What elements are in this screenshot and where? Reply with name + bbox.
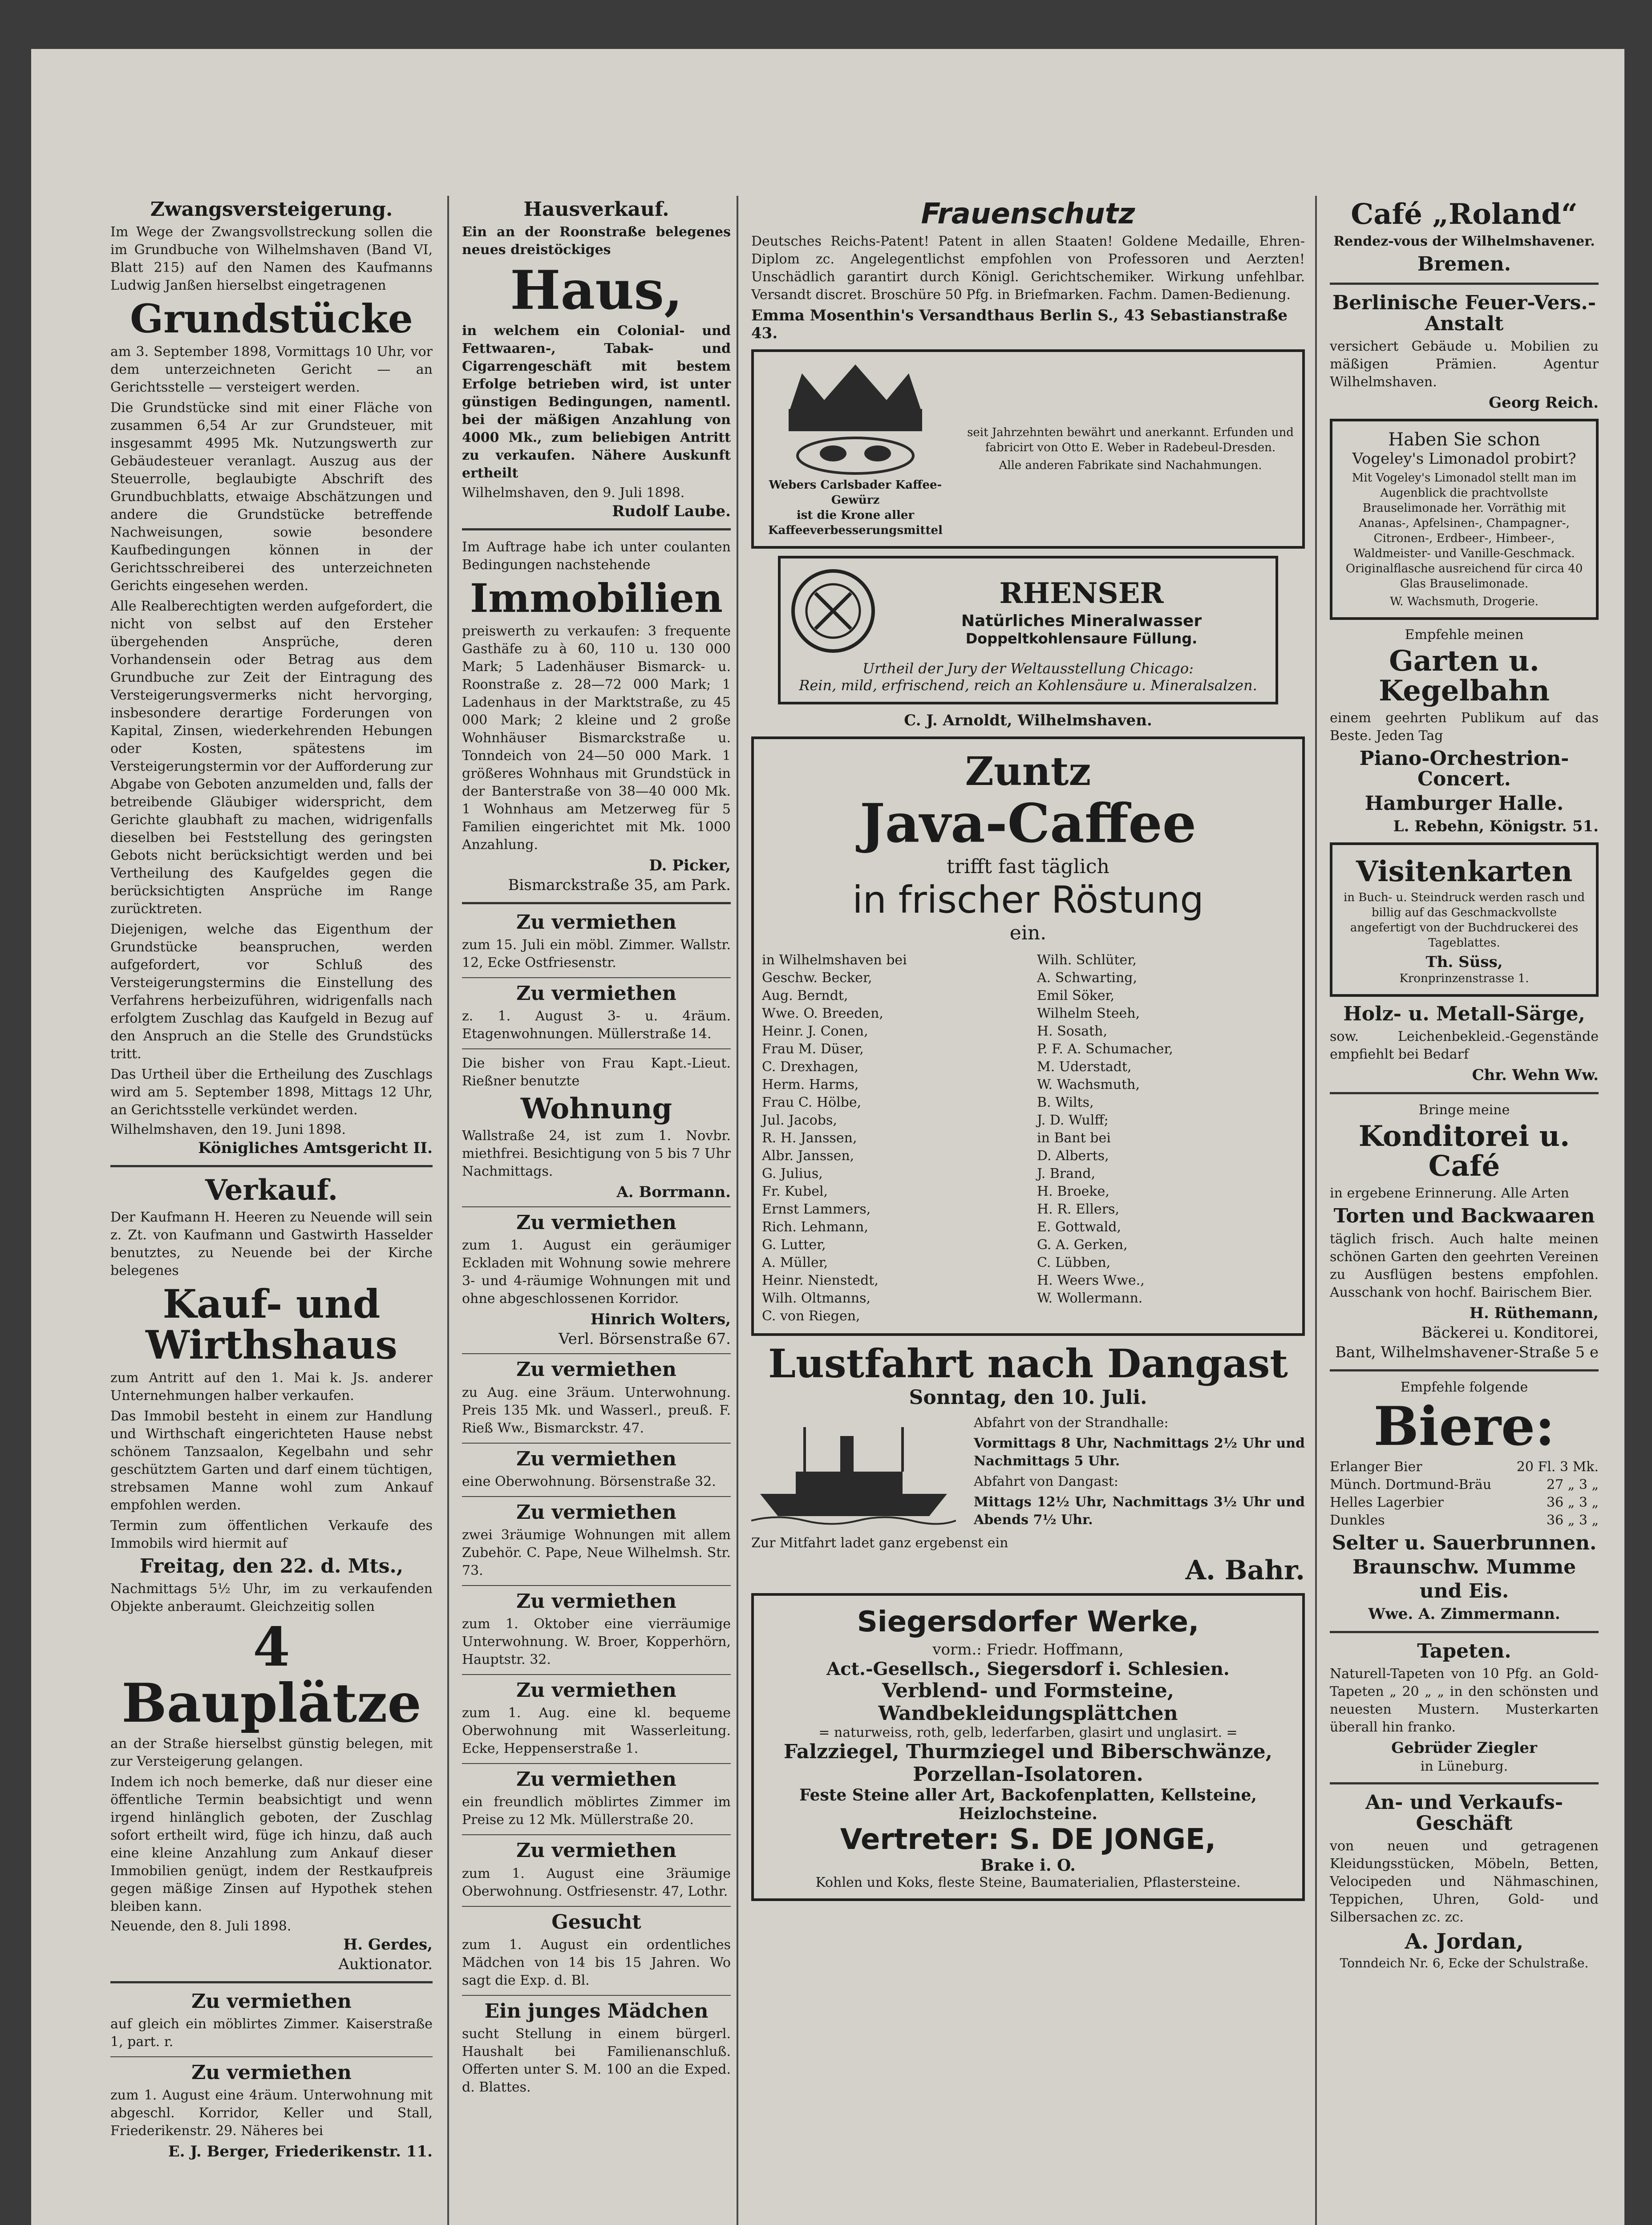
ad-heading: Hausverkauf. <box>523 198 669 221</box>
ad-text: Kohlen und Koks, fleste Steine, Baumaterialien, Pflastersteine. <box>815 1875 1241 1891</box>
ad-text: seit Jahrzehnten bewährt und anerkannt. Erfunden und fabricirt von Otto E. Weber in Radebeul-Dresden. <box>967 426 1294 455</box>
ad-text: Das Immobil besteht in einem zur Handlung und Wirthschaft eingerichteten Hause nebst schönem Tanzsaalon, Kegelbahn und sehr geschütztem Garten und darf einem tüchtigen, strebsamen Manne wohl zum Ankauf empfohlen werden. <box>110 1408 433 1513</box>
beer-price-table <box>1330 1458 1599 1529</box>
ad-caption: ist die Krone aller Kaffeeverbesserungsmittel <box>768 509 943 538</box>
ad-headline: Wohnung <box>520 1092 672 1125</box>
ad-text: zum Antritt auf den 1. Mai k. Js. anderer Unternehmungen halber verkaufen. <box>110 1370 433 1404</box>
beer-price: 36 „ 3 „ <box>1547 1512 1599 1528</box>
ad-text: Indem ich noch bemerke, daß nur dieser eine öffentliche Termin beabsichtigt und wenn irgend hinlänglich geboten, der Zuschlag sofort ertheilt wird, füge ich hinzu, daß auch eine kleine Anzahlung zum Ankauf dieser Immobilien genügt, indem der Restkaufpreis gegen mäßige Zinsen auf Hypothek stehen bleiben kann. <box>110 1774 433 1914</box>
ad-text: zum 1. August eine 4räum. Unterwohnung mit abgeschl. Korridor, Keller und Stall, Friederikenstr. 29. Näheres bei <box>110 2087 433 2139</box>
ad-subline: Doppeltkohlensaure Füllung. <box>965 630 1198 647</box>
ad-signature-title: Auktionator. <box>338 1955 433 1973</box>
steamship-icon <box>751 1418 956 1525</box>
ad-text: Das Urtheil über die Ertheilung des Zuschlags wird am 5. September 1898, Mittags 12 Uhr, an Gerichtsstelle verkündet werden. <box>110 1066 433 1118</box>
ad-text: auf gleich ein möblirtes Zimmer. Kaiserstraße 1, part. r. <box>110 2016 433 2050</box>
divider <box>1330 283 1599 285</box>
dealer-entry: G. A. Gerken, <box>1037 1237 1128 1253</box>
divider <box>1330 1369 1599 1371</box>
ad-line: Selter u. Sauerbrunnen. <box>1332 1531 1597 1554</box>
ad-text: Naturell-Tapeten von 10 Pfg. an Gold-Tapeten „ 20 „ „ in den schönsten und neuesten Mustern. Musterkarten überall hin franko. <box>1330 1666 1599 1736</box>
ad-subline: Natürliches Mineralwasser <box>961 612 1202 631</box>
ad-text: ein freundlich möblirtes Zimmer im Preise zu 12 Mk. Müllerstraße 20. <box>462 1794 731 1828</box>
ad-heading: Zu vermiethen <box>516 1447 676 1470</box>
divider <box>462 977 731 978</box>
dealer-entry: A. Müller, <box>762 1254 828 1270</box>
ad-address: Bant, Wilhelmshavener-Straße 5 e <box>1335 1343 1599 1361</box>
ad-place: Hamburger Halle. <box>1365 792 1564 815</box>
rhenser-ad <box>778 556 1278 704</box>
ad-date: Wilhelmshaven, den 19. Juni 1898. <box>110 1121 346 1137</box>
ad-text: zwei 3räumige Wohnungen mit allem Zubehör. C. Pape, Neue Wilhelmsh. Str. 73. <box>462 1527 731 1578</box>
ad-text: zum 1. August eine 3räumige Oberwohnung. Ostfriesenstr. 47, Lothr. <box>462 1865 731 1899</box>
ad-representative-city: Brake i. O. <box>980 1856 1076 1875</box>
ad-text: in welchem ein Colonial- und Fettwaaren-, Tabak- und Cigarrengeschäft mit bestem Erfolge betrieben wird, ist unter günstigen Bedingungen, namentl. bei der mäßigen Anzahlung von 4000 Mk., zum beliebigen Antritt zu verkaufen. Nähere Auskunft ertheilt <box>462 323 731 481</box>
dealer-entry: Heinr. J. Conen, <box>762 1023 868 1039</box>
ad-heading: Garten u. Kegelbahn <box>1379 644 1550 708</box>
dealer-entry: Wilh. Schlüter, <box>1037 952 1137 968</box>
ad-text: Verblend- und Formsteine, Wandbekleidungsplättchen <box>878 1679 1178 1725</box>
ad-signature: Königliches Amtsgericht II. <box>198 1139 433 1157</box>
ad-signature: Chr. Wehn Ww. <box>1472 1066 1599 1084</box>
ad-heading: Zu vermiethen <box>516 910 676 934</box>
ad-text: Der Kaufmann H. Heeren zu Neuende will sein z. Zt. von Kaufmann und Gastwirth Hasselder benutztes, zu Neuende bei der Kirche belegenes <box>110 1209 433 1278</box>
beer-row <box>1330 1458 1599 1476</box>
beer-row <box>1330 1494 1599 1512</box>
ad-text: Termin zum öffentlichen Verkaufe des Immobils wird hiermit auf <box>110 1517 433 1551</box>
dealer-entry: E. Gottwald, <box>1037 1219 1122 1235</box>
ad-signature: Wwe. A. Zimmermann. <box>1368 1605 1560 1623</box>
beer-row <box>1330 1512 1599 1529</box>
dealer-entry: Ernst Lammers, <box>762 1201 871 1217</box>
ad-subline: in frischer Röstung <box>852 878 1204 922</box>
ad-headline: Kauf- und Wirthshaus <box>146 1280 397 1368</box>
column-4 <box>1322 196 1607 1970</box>
ad-headline: Biere: <box>1373 1395 1555 1458</box>
column-rule <box>447 196 449 2225</box>
ad-text: Ein an der Roonstraße belegenes neues dreistöckiges <box>462 224 731 258</box>
ad-date: Wilhelmshaven, den 9. Juli 1898. <box>462 485 685 501</box>
ad-signature: D. Picker, <box>649 856 731 874</box>
ad-headline: Piano-Orchestrion-Concert. <box>1359 747 1569 791</box>
divider <box>462 1353 731 1354</box>
dealer-entry: Frau C. Hölbe, <box>762 1094 862 1110</box>
dealer-entry: H. Broeke, <box>1037 1183 1109 1199</box>
ad-pretext: Empfehle meinen <box>1405 627 1524 643</box>
divider <box>1330 1092 1599 1094</box>
ad-text: Feste Steine aller Art, Backofenplatten, Kellsteine, Heizlochsteine. <box>799 1786 1257 1824</box>
ad-text: Rein, mild, erfrischend, reich an Kohlensäure u. Mineralsalzen. <box>799 677 1257 694</box>
ad-heading: Zu vermiethen <box>516 982 676 1005</box>
ad-text: täglich frisch. Auch halte meinen schönen Garten den geehrten Vereinen zu Ausflügen bestens empfohlen. Ausschank von hochf. Bairischem Bier. <box>1330 1231 1599 1300</box>
ad-text: Zur Mitfahrt ladet ganz ergebenst ein <box>751 1535 1008 1551</box>
ad-times: Vormittags 8 Uhr, Nachmittags 2½ Uhr und Nachmittags 5 Uhr. <box>974 1436 1305 1469</box>
ad-signature: C. J. Arnoldt, Wilhelmshaven. <box>904 712 1152 730</box>
ad-text: in ergebene Erinnerung. Alle Arten <box>1330 1185 1569 1202</box>
ad-text: Im Auftrage habe ich unter coulanten Bedingungen nachstehende <box>462 539 731 573</box>
ad-representative: Vertreter: S. DE JONGE, <box>840 1823 1216 1857</box>
ad-heading: Konditorei u. Café <box>1358 1120 1570 1183</box>
ad-heading: Gesucht <box>551 1910 641 1934</box>
ad-signature: W. Wachsmuth, Drogerie. <box>1390 595 1539 608</box>
divider <box>1330 1782 1599 1784</box>
ad-heading: Tapeten. <box>1417 1640 1511 1663</box>
ad-text: Die bisher von Frau Kapt.-Lieut. Rießner benutzte <box>462 1055 731 1089</box>
ad-text: Alle Realberechtigten werden aufgefordert, die nicht von selbst auf den Ersteher übergehenden Ansprüche, deren Vorhandensein oder Betrag aus dem Grundbuche zur Zeit der Eintragung des Versteigerungsvermerks nicht hervorging, insbesondere derartige Forderungen von Kapital, Zinsen, wiederkehrenden Hebungen oder Kosten, spätestens im Versteigerungstermin vor der Aufforderung zur Abgabe von Geboten anzumelden und, falls der betreibende Gläubiger widerspricht, dem Gerichte glaubhaft zu machen, widrigenfalls dieselben bei Feststellung des geringsten Gebots nicht berücksichtigt werden und bei Vertheilung des Kaufgeldes gegen die berücksichtigten Ansprüche im Range zurücktreten. <box>110 598 433 917</box>
dealer-entry: D. Alberts, <box>1037 1148 1109 1164</box>
kaffee-gewuerz-ad <box>751 349 1305 549</box>
ad-signature: Georg Reich. <box>1489 393 1599 412</box>
ad-address: Tonndeich Nr. 6, Ecke der Schulstraße. <box>1340 1955 1589 1970</box>
divider <box>462 1048 731 1049</box>
ad-pretext: Empfehle folgende <box>1400 1379 1528 1395</box>
divider <box>462 1585 731 1586</box>
ad-headline: Grundstücke <box>130 295 413 342</box>
ad-heading: Café „Roland“ <box>1351 198 1578 231</box>
dealer-entry: G. Lutter, <box>762 1237 826 1253</box>
dealer-column-left <box>762 951 1019 1325</box>
dealer-list <box>762 951 1294 1325</box>
ad-signature: Hinrich Wolters, <box>590 1311 731 1329</box>
ad-address: Kronprinzenstrasse 1. <box>1399 971 1529 985</box>
ad-signature: Th. Süss, <box>1425 953 1503 971</box>
ad-text: Deutsches Reichs-Patent! Patent in allen Staaten! Goldene Medaille, Ehren-Diplom zc. Angelegentlichst empfohlen von Professoren und Aerzten! Unschädlich garantirt durch Königl. Gerichtschemiker. Wirkung unfehlbar. Versandt discret. Broschüre 50 Pfg. in Briefmarken. Fachm. Damen-Bedienung. <box>751 234 1305 303</box>
divider <box>462 1206 731 1207</box>
divider <box>110 2056 433 2057</box>
ad-heading: An- und Verkaufs-Geschäft <box>1365 1791 1563 1835</box>
divider <box>462 1674 731 1675</box>
ad-heading: Frauenschutz <box>921 198 1135 231</box>
ad-text: zum 1. Oktober eine vierräumige Unterwohnung. W. Broer, Kopperhörn, Hauptstr. 32. <box>462 1616 731 1668</box>
ad-subline: Act.-Gesellsch., Siegersdorf i. Schlesien. <box>826 1659 1230 1680</box>
divider <box>462 902 731 904</box>
ad-line: Braunschw. Mumme <box>1352 1555 1576 1578</box>
divider <box>462 1763 731 1764</box>
ad-text: am 3. September 1898, Vormittags 10 Uhr, vor dem unterzeichneten Gericht — an Gerichtsstelle — versteigert werden. <box>110 344 433 395</box>
divider <box>462 1496 731 1497</box>
ad-text: versichert Gebäude u. Mobilien zu mäßigen Prämien. Agentur Wilhelmshaven. <box>1330 338 1599 390</box>
ad-times: Mittags 12½ Uhr, Nachmittags 3½ Uhr und Abends 7½ Uhr. <box>974 1494 1305 1528</box>
ad-text: Abfahrt von der Strandhalle: <box>974 1415 1169 1431</box>
ad-subline: trifft fast täglich <box>947 855 1109 878</box>
beer-price: 20 Fl. 3 Mk. <box>1516 1459 1599 1475</box>
ad-signature: A. Jordan, <box>1405 1929 1524 1954</box>
ad-text: Rendez-vous der Wilhelmshavener. <box>1333 234 1595 250</box>
ad-text: Alle anderen Fabrikate sind Nachahmungen. <box>999 459 1262 473</box>
dealer-entry: Frau M. Düser, <box>762 1041 864 1057</box>
ad-heading: Zu vermiethen <box>516 1679 676 1702</box>
dealer-entry: Fr. Kubel, <box>762 1183 828 1199</box>
dealer-column-right <box>1037 951 1294 1325</box>
ad-signature: E. J. Berger, Friederikenstr. 11. <box>168 2143 433 2161</box>
ad-heading: Zu vermiethen <box>516 1211 676 1234</box>
dealer-entry: Rich. Lehmann, <box>762 1219 868 1235</box>
ad-text: zum 1. August ein geräumiger Eckladen mit Wohnung sowie mehrere 3- und 4-räumige Wohnungen mit und ohne abgeschlossenen Korridor. <box>462 1238 731 1307</box>
dealer-entry: Jul. Jacobs, <box>762 1112 837 1128</box>
ad-heading: Zu vermiethen <box>516 1839 676 1862</box>
ad-signature-title: Bäckerei u. Konditorei, <box>1421 1323 1599 1342</box>
column-2 <box>454 196 739 2099</box>
ad-question: Vogeley's Limonadol probirt? <box>1352 449 1576 468</box>
brand-name: RHENSER <box>999 577 1164 611</box>
dealer-entry: G. Julius, <box>762 1165 823 1181</box>
ad-headline: Haus, <box>510 259 683 322</box>
ad-subline: vorm.: Friedr. Hoffmann, <box>932 1641 1124 1659</box>
limonadol-ad <box>1330 419 1599 620</box>
ad-text: sow. Leichenbekleid.-Gegenstände empfiehlt bei Bedarf <box>1330 1029 1599 1063</box>
dealer-entry: Wilhelm Steeh, <box>1037 1005 1140 1021</box>
ad-signature: Rudolf Laube. <box>612 502 731 521</box>
dealer-entry: Aug. Berndt, <box>762 987 848 1003</box>
ad-heading: Zu vermiethen <box>516 1501 676 1524</box>
dealer-entry: Albr. Janssen, <box>762 1148 854 1164</box>
dealer-entry: in Wilhelmshaven bei <box>762 952 907 968</box>
ad-city: Bremen. <box>1417 253 1511 276</box>
beer-name: Dunkles <box>1330 1512 1385 1528</box>
ad-heading: Siegersdorfer Werke, <box>857 1606 1199 1639</box>
divider <box>462 1443 731 1444</box>
dealer-entry: J. Brand, <box>1037 1165 1096 1181</box>
dealer-entry: R. H. Janssen, <box>762 1130 857 1146</box>
zuntz-ad <box>751 736 1305 1335</box>
ad-heading: Zu vermiethen <box>191 2061 352 2084</box>
boat-trip-ad <box>751 1412 1305 1532</box>
divider <box>110 1165 433 1167</box>
beer-price: 36 „ 3 „ <box>1547 1494 1599 1510</box>
dealer-entry: Geschw. Becker, <box>762 970 872 986</box>
dealer-entry: M. Uderstadt, <box>1037 1059 1132 1075</box>
dealer-entry: W. Wollermann. <box>1037 1290 1143 1306</box>
dealer-entry: Wilh. Oltmanns, <box>762 1290 871 1306</box>
ad-heading: Visitenkarten <box>1356 854 1573 888</box>
ad-headline: Immobilien <box>470 575 723 622</box>
ad-heading: Zu vermiethen <box>516 1590 676 1613</box>
dealer-entry: Herm. Harms, <box>762 1076 859 1092</box>
ad-text: Nachmittags 5½ Uhr, im zu verkaufenden Objekte anberaumt. Gleichzeitig sollen <box>110 1581 433 1614</box>
ad-line: und Eis. <box>1419 1580 1509 1602</box>
siegersdorfer-ad <box>751 1593 1305 1901</box>
crown-label: Webers Carlsbader Kaffee-Gewürz <box>769 478 942 507</box>
ad-text: Mit Vogeley's Limonadol stellt man im Augenblick die prachtvollste Brauselimonade her. Vorräthig mit Ananas-, Apfelsinen-, Champagner-, Citronen-, Erdbeer-, Himbeer-, Waldmeister- und Vanille-Geschmack. Originalflasche ausreichend für circa 40 Glas Brauselimonade. <box>1345 471 1583 591</box>
ad-question: Haben Sie schon <box>1388 429 1540 450</box>
beer-name: Münch. Dortmund-Bräu <box>1330 1477 1492 1493</box>
ad-pretext: Bringe meine <box>1418 1102 1510 1118</box>
ad-heading: Holz- u. Metall-Särge, <box>1343 1002 1585 1025</box>
dealer-entry: Wwe. O. Breeden, <box>762 1005 883 1021</box>
divider <box>462 528 731 530</box>
beer-price: 27 „ 3 „ <box>1547 1477 1599 1493</box>
column-rule <box>1315 196 1317 2225</box>
ad-signature: A. Bahr. <box>1185 1555 1305 1586</box>
crown-face-icon <box>775 360 935 476</box>
ad-heading: Zu vermiethen <box>516 1768 676 1791</box>
beer-row <box>1330 1476 1599 1494</box>
ad-text: an der Straße hierselbst günstig belegen, mit zur Versteigerung gelangen. <box>110 1736 433 1769</box>
ad-headline: Lustfahrt nach Dangast <box>768 1340 1288 1387</box>
ad-headline: Java-Caffee <box>859 792 1197 855</box>
ad-text: zum 1. August ein ordentliches Mädchen von 14 bis 15 Jahren. Wo sagt die Exp. d. Bl. <box>462 1937 731 1988</box>
ad-signature: A. Borrmann. <box>616 1183 731 1202</box>
ad-heading: Zu vermiethen <box>516 1358 676 1381</box>
dealer-entry: C. Lübben, <box>1037 1254 1111 1270</box>
ad-text: zu Aug. eine 3räum. Unterwohnung. Preis 135 Mk. und Wasserl., preuß. F. Rieß Ww., Bismarckstr. 47. <box>462 1384 731 1436</box>
ad-subheading: Freitag, den 22. d. Mts., <box>139 1554 404 1578</box>
ad-text: Abfahrt von Dangast: <box>974 1474 1118 1490</box>
beer-name: Helles Lagerbier <box>1330 1494 1444 1510</box>
divider <box>462 1906 731 1907</box>
ad-text: Diejenigen, welche das Eigenthum der Grundstücke beanspruchen, werden aufgefordert, vor Schluß des Versteigerungstermins die Einstellung des Verfahrens herbeizuführen, widrigenfalls nach erfolgtem Zuschlag das Kaufgeld in Bezug auf den Anspruch an die Stelle des Grundstücks tritt. <box>110 921 433 1062</box>
ad-signature: H. Rüthemann, <box>1469 1304 1599 1322</box>
ad-signature: L. Rebehn, Königstr. 51. <box>1393 817 1599 835</box>
ad-heading: Zwangsversteigerung. <box>150 198 393 221</box>
ad-text: Falzziegel, Thurmziegel und Biberschwänze, Porzellan-Isolatoren. <box>784 1740 1272 1786</box>
dealer-entry: H. Weers Wwe., <box>1037 1272 1145 1288</box>
dealer-entry: H. R. Ellers, <box>1037 1201 1120 1217</box>
beer-name: Erlanger Bier <box>1330 1459 1422 1475</box>
divider <box>462 1834 731 1835</box>
divider <box>1330 1631 1599 1633</box>
ad-text: = naturweiss, roth, gelb, lederfarben, glasirt und unglasirt. = <box>818 1725 1238 1741</box>
ad-heading: Berlinische Feuer-Vers.-Anstalt <box>1332 291 1596 335</box>
dealer-entry: W. Wachsmuth, <box>1037 1076 1140 1092</box>
dealer-entry: Heinr. Nienstedt, <box>762 1272 879 1288</box>
ad-text: Wallstraße 24, ist zum 1. Novbr. miethfrei. Besichtigung von 5 bis 7 Uhr Nachmittags. <box>462 1128 731 1180</box>
dealer-entry: C. von Riegen, <box>762 1308 860 1324</box>
dealer-entry: C. Drexhagen, <box>762 1059 859 1075</box>
column-1 <box>102 196 441 2162</box>
ad-heading: Verkauf. <box>205 1173 338 1207</box>
ad-signature: Emma Mosenthin's Versandthaus Berlin S., 43 Sebastianstraße 43. <box>751 307 1288 343</box>
visitenkarten-ad <box>1330 842 1599 997</box>
ad-text: eine Oberwohnung. Börsenstraße 32. <box>462 1473 716 1489</box>
ad-text: sucht Stellung in einem bürgerl. Haushalt bei Familienanschluß. Offerten unter S. M. 100 an die Exped. d. Blattes. <box>462 2026 731 2096</box>
ad-heading: Zuntz <box>965 748 1091 795</box>
ad-date: Neuende, den 8. Juli 1898. <box>110 1918 292 1934</box>
ad-text: z. 1. August 3- u. 4räum. Etagenwohnungen. Müllerstraße 14. <box>462 1008 731 1042</box>
ad-text: zum 1. Aug. eine kl. bequeme Oberwohnung mit Wasserleitung. Ecke, Heppenserstraße 1. <box>462 1705 731 1757</box>
column-3 <box>743 196 1313 1908</box>
ad-text: zum 15. Juli ein möbl. Zimmer. Wallstr. 12, Ecke Ostfriesenstr. <box>462 937 731 971</box>
ad-text: in Buch- u. Steindruck werden rasch und billig auf das Geschmackvollste angefertigt von der Buchdruckerei des Tageblattes. <box>1343 890 1585 950</box>
dealer-entry: B. Wilts, <box>1037 1094 1094 1110</box>
ad-heading: Zu vermiethen <box>191 1990 352 2013</box>
dealer-entry: P. F. A. Schumacher, <box>1037 1041 1173 1057</box>
ad-text: Im Wege der Zwangsvollstreckung sollen die im Grundbuche von Wilhelmshaven (Band VI, Blatt 215) auf den Namen des Kaufmanns Ludwig Janßen hierselbst eingetragenen <box>110 224 433 294</box>
ad-text: Die Grundstücke sind mit einer Fläche von zusammen 6,54 Ar zur Grundsteuer, mit insgesammt 4995 Mk. Nutzungswerth zur Gebäudesteuer veranlagt. Auszug aus der Steuerrolle, beglaubigte Abschrift des Grundbuchblatts, etwaige Abschätzungen und andere die Grundstücke betreffende Nachweisungen, sowie besondere Kaufbedingungen können in der Gerichtsschreiberei des unterzeichneten Gerichts eingesehen werden. <box>110 400 433 594</box>
dealer-entry: Emil Söker, <box>1037 987 1115 1003</box>
ad-text: Urtheil der Jury der Weltausstellung Chicago: <box>862 660 1194 677</box>
ad-headline: 4 Bauplätze <box>121 1615 421 1735</box>
ad-text: einem geehrten Publikum auf das Beste. Jeden Tag <box>1330 710 1599 744</box>
ad-city: in Lüneburg. <box>1420 1759 1508 1775</box>
ad-signature: H. Gerdes, <box>343 1935 433 1954</box>
ad-address: Verl. Börsenstraße 67. <box>559 1330 731 1348</box>
ad-heading: Ein junges Mädchen <box>484 1999 709 2023</box>
ad-signature: Gebrüder Ziegler <box>1391 1739 1537 1757</box>
rhenser-emblem-icon <box>789 566 878 655</box>
ad-address: Bismarckstraße 35, am Park. <box>508 876 731 894</box>
dealer-entry: J. D. Wulff; <box>1037 1112 1109 1128</box>
dealer-entry: H. Sosath, <box>1037 1023 1108 1039</box>
ad-date: Sonntag, den 10. Juli. <box>909 1386 1147 1409</box>
newspaper-page <box>31 49 1624 2225</box>
dealer-entry: A. Schwarting, <box>1037 970 1138 986</box>
ad-text: von neuen und getragenen Kleidungsstücken, Möbeln, Betten, Velocipeden und Nähmaschinen, Teppichen, Uhren, Gold- und Silbersachen zc. zc. <box>1330 1838 1599 1925</box>
ad-subline: ein. <box>1009 921 1047 944</box>
dealer-entry: in Bant bei <box>1037 1130 1111 1146</box>
ad-text: preiswerth zu verkaufen: 3 frequente Gasthäfe zu à 60, 110 u. 130 000 Mark; 5 Ladenhäuser Bismarck- u. Roonstraße z. 28—72 000 Mark; 1 Ladenhaus in der Marktstraße, zu 45 000 Mark; 2 kleine und 2 große Wohnhäuser Bismarckstraße u. Tonndeich von 24—50 000 Mark. 1 größeres Wohnhaus mit Grundstück in der Banterstraße von 38—40 000 Mk. 1 Wohnhaus am Metzerweg für 5 Familien eingerichtet mit Mk. 1000 Anzahlung. <box>462 623 731 853</box>
ad-headline: Torten und Backwaaren <box>1333 1205 1595 1228</box>
divider <box>110 1981 433 1983</box>
divider <box>462 1995 731 1996</box>
